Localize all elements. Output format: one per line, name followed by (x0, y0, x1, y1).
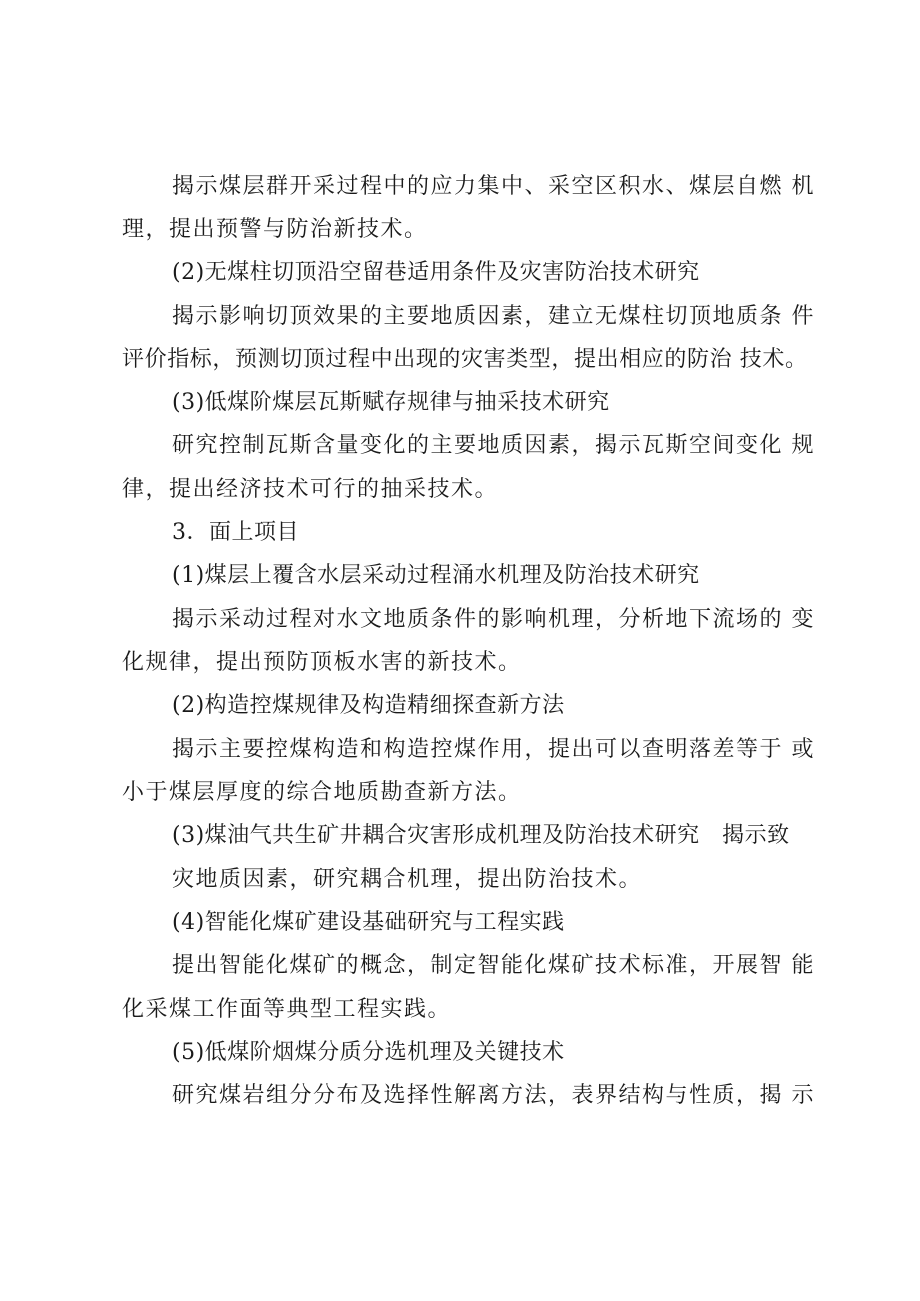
paragraph-line-14: 揭示主要控煤构造和构造控煤作用，提出可以查明落差等于 或 (172, 737, 815, 762)
paragraph-line-11: 揭示采动过程对水文地质条件的影响机理，分析地下流场的 变 (172, 607, 815, 632)
section-heading-3-3: (3)煤油气共生矿井耦合灾害形成机理及防治技术研究 揭示致 (172, 823, 790, 848)
section-heading-3-1: (1)煤层上覆含水层采动过程涌水机理及防治技术研究 (172, 563, 700, 588)
paragraph-line-15: 小于煤层厚度的综合地质勘查新方法。 (122, 780, 522, 805)
paragraph-line-5: 评价指标，预测切顶过程中出现的灾害类型，提出相应的防治 技术。 (122, 347, 808, 372)
paragraph-line-17: 灾地质因素，研究耦合机理，提出防治技术。 (172, 867, 643, 892)
paragraph-line-2: 理，提出预警与防治新技术。 (122, 217, 428, 242)
section-heading-3-2: (2)构造控煤规律及构造精细探查新方法 (172, 693, 565, 718)
paragraph-line-7: 研究控制瓦斯含量变化的主要地质因素，揭示瓦斯空间变化 规 (172, 433, 815, 458)
section-heading-2-2: (2)无煤柱切顶沿空留巷适用条件及灾害防治技术研究 (172, 260, 700, 285)
paragraph-line-20: 化采煤工作面等典型工程实践。 (122, 997, 452, 1022)
section-heading-2-3: (3)低煤阶煤层瓦斯赋存规律与抽采技术研究 (172, 390, 610, 415)
paragraph-line-8: 律，提出经济技术可行的抽采技术。 (122, 477, 499, 502)
paragraph-line-1: 揭示煤层群开采过程中的应力集中、采空区积水、煤层自燃 机 (172, 174, 815, 199)
paragraph-line-4: 揭示影响切顶效果的主要地质因素，建立无煤柱切顶地质条 件 (172, 304, 815, 329)
paragraph-line-22: 研究煤岩组分分布及选择性解离方法，表界结构与性质，揭 示 (172, 1083, 815, 1108)
section-heading-3: 3．面上项目 (172, 520, 299, 545)
paragraph-line-19: 提出智能化煤矿的概念，制定智能化煤矿技术标准，开展智 能 (172, 953, 815, 978)
section-heading-3-5: (5)低煤阶烟煤分质分选机理及关键技术 (172, 1040, 565, 1065)
section-heading-3-4: (4)智能化煤矿建设基础研究与工程实践 (172, 910, 565, 935)
paragraph-line-12: 化规律，提出预防顶板水害的新技术。 (122, 650, 522, 675)
